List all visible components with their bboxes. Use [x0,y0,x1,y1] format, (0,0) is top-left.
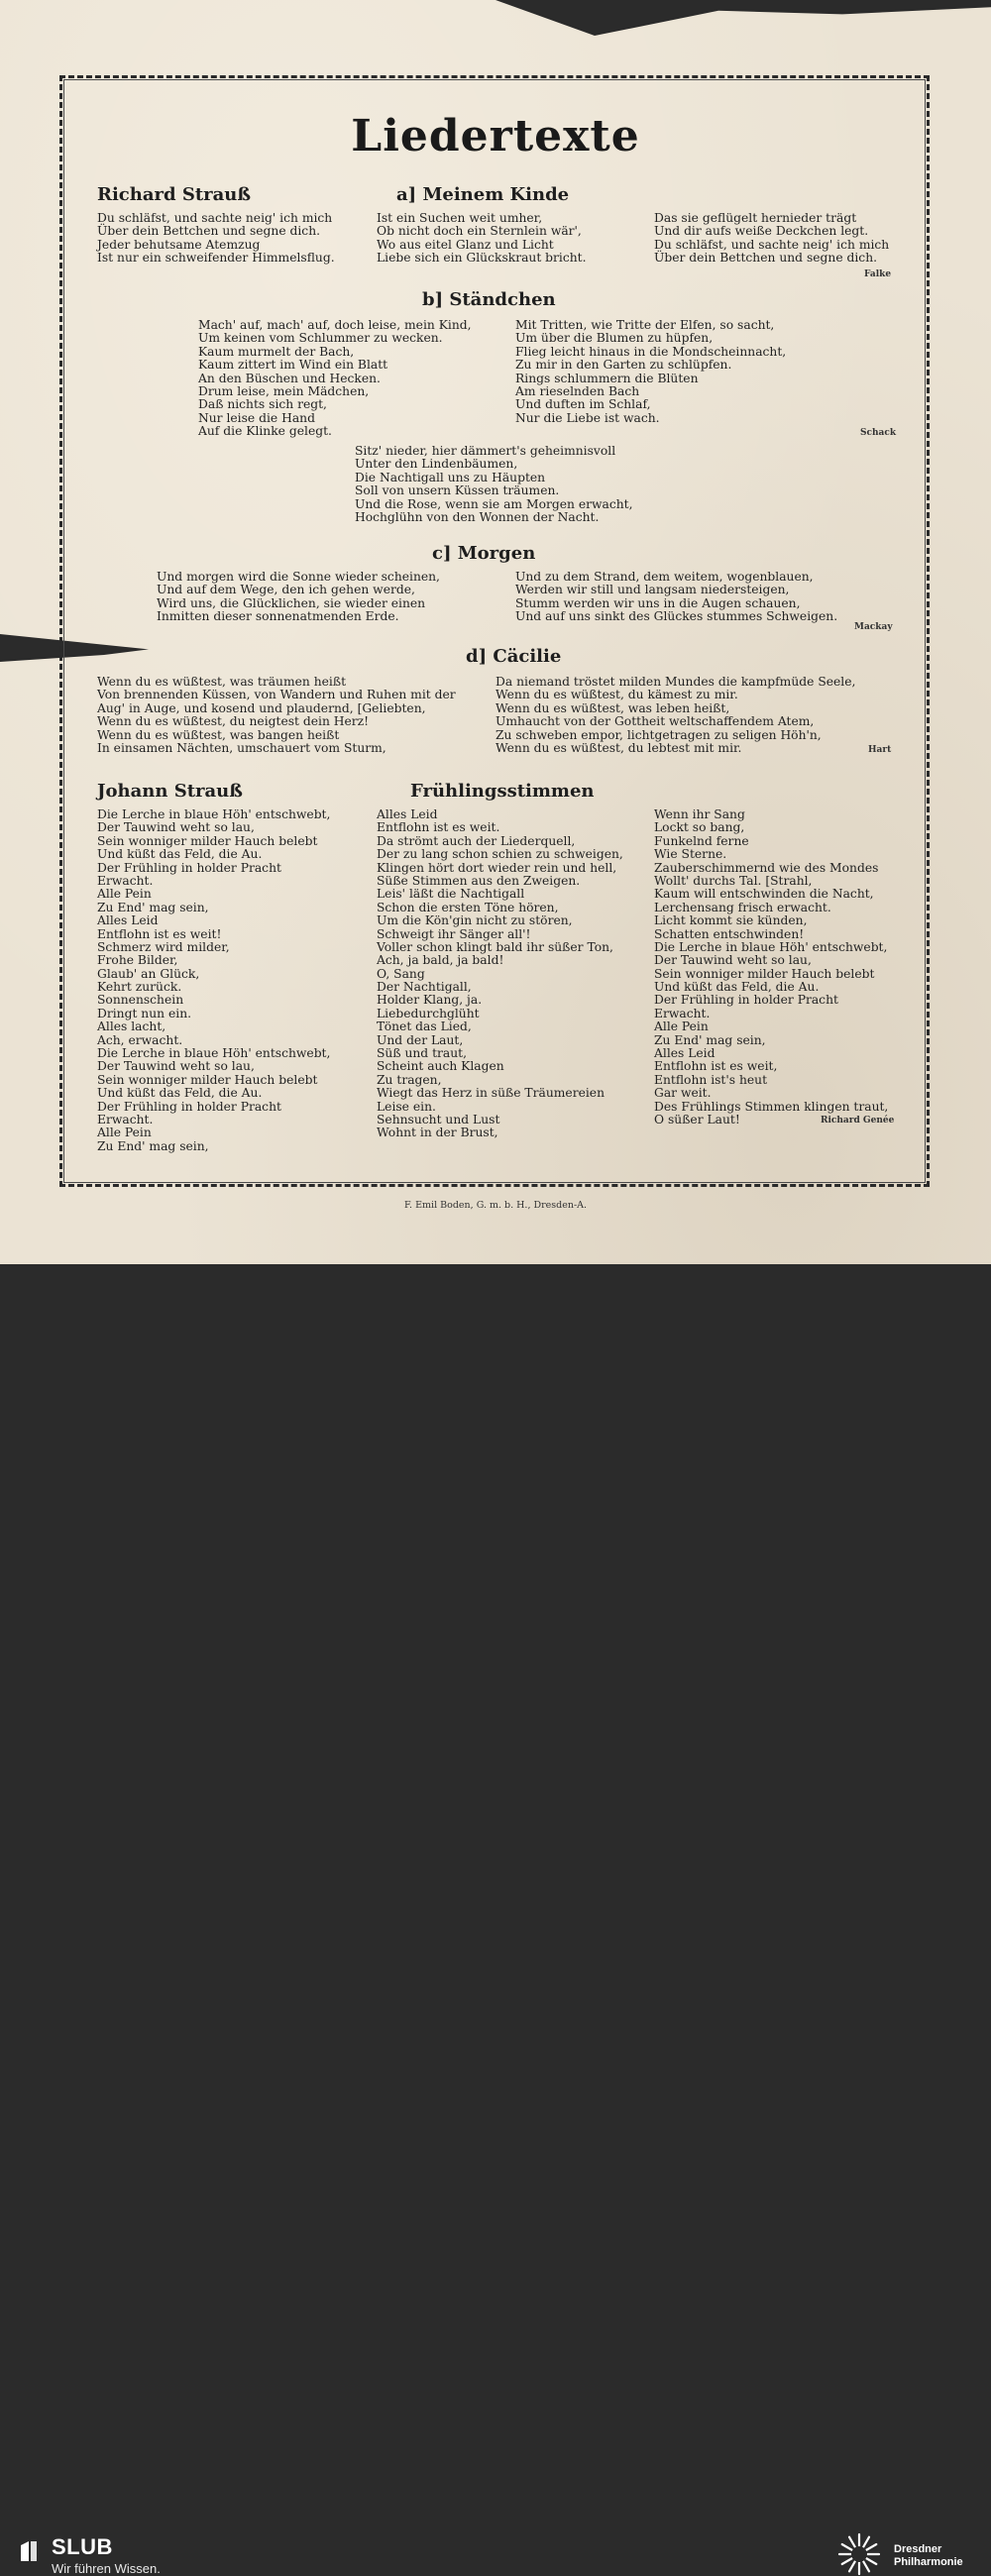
verse-block [377,212,587,266]
verse-line: Um keinen vom Schlummer zu wecken. [198,331,443,346]
verse-line: Und zu dem Strand, dem weitem, wogenblauen, [515,570,814,584]
verse-line: Zu schweben empor, lichtgetragen zu seligen Höh'n, [496,727,822,742]
verse-line: Liebe sich ein Glückskraut bricht. [377,251,587,266]
verse-line: Da niemand tröstet milden Mundes die kampfmüde Seele, [496,675,856,689]
slub-logo-icon [20,2539,38,2563]
page-title: Liedertexte [351,111,640,161]
viewer-footer [0,1264,991,2576]
verse-line: Zauberschimmernd wie des Mondes [654,860,879,875]
verse-line: Am rieselnden Bach [515,383,640,398]
slub-name[interactable]: SLUB [52,2534,113,2559]
verse-line: Umhaucht von der Gottheit weltschaffendem Atem, [496,714,815,729]
verse-block [496,676,855,755]
verse-line: Der zu lang schon schien zu schweigen, [377,847,623,862]
verse-line: Wiegt das Herz in süße Träumereien [377,1086,605,1101]
verse-line: Um über die Blumen zu hüpfen, [515,331,714,346]
verse-line: Frohe Bilder, [97,953,178,968]
verse-line: Und küßt das Feld, die Au. [97,847,263,862]
verse-line: Entflohn ist es weit! [97,926,222,941]
verse-line: Und die Rose, wenn sie am Morgen erwacht, [355,496,633,511]
verse-line: Das sie geflügelt hernieder trägt [654,211,857,225]
verse-line: Soll von unsern Küssen träumen. [355,483,560,498]
verse-line: Schon die ersten Töne hören, [377,900,559,914]
verse-line: Wenn ihr Sang [654,807,745,821]
verse-block [515,319,786,425]
verse-line: Sein wonniger milder Hauch belebt [654,966,875,981]
song-heading-staendchen: b] Ständchen [422,289,556,310]
verse-line: Schmerz wird milder, [97,939,230,954]
verse-line: Dringt nun ein. [97,1006,192,1020]
verse-line: In einsamen Nächten, umschauert vom Sturm, [97,740,386,755]
verse-line: Unter den Lindenbäumen, [355,457,518,472]
verse-line: Sonnenschein [97,993,184,1008]
verse-line: Der Tauwind weht so lau, [97,820,255,835]
verse-line: Alle Pein [654,1020,709,1034]
verse-line: Über dein Bettchen und segne dich. [97,224,321,239]
verse-line: Nur die Liebe ist wach. [515,410,660,425]
verse-line: Und küßt das Feld, die Au. [97,1086,263,1101]
verse-line: Entflohn ist es weit, [654,1059,778,1074]
verse-line: Leis' läßt die Nachtigall [377,887,525,902]
verse-line: Lockt so bang, [654,820,745,835]
document-page [0,0,991,1264]
verse-line: Und auf dem Wege, den ich gehen werde, [157,583,415,597]
verse-line: Voller schon klingt bald ihr süßer Ton, [377,939,613,954]
verse-line: Erwacht. [97,1112,154,1127]
verse-line: Nur leise die Hand [198,410,315,425]
verse-line: Die Lerche in blaue Höh' entschwebt, [97,1046,331,1061]
verse-line: Kaum murmelt der Bach, [198,344,355,359]
verse-block [377,808,623,1140]
verse-line: Stumm werden wir uns in die Augen schauen, [515,595,801,610]
verse-line: Kaum zittert im Wind ein Blatt [198,358,388,373]
verse-line: Mach' auf, mach' auf, doch leise, mein Kind, [198,318,472,332]
author-attribution: Mackay [854,622,893,632]
philharmonie-name-line2[interactable]: Philharmonie [894,2556,963,2568]
verse-line: Leise ein. [377,1099,436,1114]
verse-line: Wenn du es wüßtest, du kämest zu mir. [496,688,738,702]
verse-block [97,676,456,755]
verse-line: Über dein Bettchen und segne dich. [654,251,878,266]
verse-line: Wenn du es wüßtest, du neigtest dein Herz! [97,714,370,729]
verse-line: Und duften im Schlaf, [515,397,651,412]
verse-line: Holder Klang, ja. [377,993,483,1008]
verse-line: Ist nur ein schweifender Himmelsflug. [97,251,335,266]
verse-line: Tönet das Lied, [377,1020,472,1034]
verse-line: Inmitten dieser sonnenatmenden Erde. [157,609,399,624]
slub-tagline: Wir führen Wissen. [52,2561,161,2576]
verse-line: Aug' in Auge, und kosend und plaudernd, [Geliebten, [97,700,426,715]
verse-line: Alles Leid [97,913,159,928]
verse-line: Flieg leicht hinaus in die Mondscheinnacht, [515,344,787,359]
verse-line: Wohnt in der Brust, [377,1126,498,1140]
verse-line: Daß nichts sich regt, [198,397,327,412]
verse-block-center [355,445,633,524]
verse-line: Alle Pein [97,887,152,902]
verse-line: Erwacht. [97,873,154,888]
verse-line: Licht kommt sie künden, [654,913,808,928]
song-heading-meinem-kinde: a] Meinem Kinde [396,184,570,205]
verse-line: Gar weit. [654,1086,712,1101]
verse-line: Alle Pein [97,1126,152,1140]
verse-line: Sein wonniger milder Hauch belebt [97,833,318,848]
verse-line: Von brennenden Küssen, von Wandern und Ruhen mit der [97,688,456,702]
verse-line: Funkelnd ferne [654,833,749,848]
verse-line: Schweigt ihr Sänger all'! [377,926,531,941]
verse-line: Ach, erwacht. [97,1032,183,1047]
verse-line: Hochglühn von den Wonnen der Nacht. [355,509,600,524]
song-heading-morgen: c] Morgen [432,543,536,564]
verse-line: Und küßt das Feld, die Au. [654,980,820,995]
verse-line: Der Frühling in holder Pracht [97,860,281,875]
verse-line: Die Lerche in blaue Höh' entschwebt, [654,939,888,954]
song-heading-caecilie: d] Cäcilie [466,646,562,667]
author-attribution: Schack [860,428,897,438]
author-attribution: Hart [868,745,892,755]
verse-block [157,571,440,624]
verse-line: Des Frühlings Stimmen klingen traut, [654,1099,889,1114]
verse-line: Zu tragen, [377,1072,442,1087]
author-attribution: Falke [864,269,892,279]
verse-line: Ob nicht doch ein Sternlein wär', [377,224,582,239]
verse-line: Der Frühling in holder Pracht [97,1099,281,1114]
composer-heading: Richard Strauß [97,184,252,205]
verse-line: Der Tauwind weht so lau, [97,1059,255,1074]
verse-line: Der Frühling in holder Pracht [654,993,838,1008]
philharmonie-name-line1[interactable]: Dresdner [894,2543,942,2555]
verse-line: Erwacht. [654,1006,711,1020]
torn-edge-top [496,0,991,36]
verse-line: Wenn du es wüßtest, was leben heißt, [496,700,730,715]
verse-line: Scheint auch Klagen [377,1059,504,1074]
verse-line: Du schläfst, und sachte neig' ich mich [97,211,333,225]
verse-line: Der Tauwind weht so lau, [654,953,812,968]
verse-line: Die Nachtigall uns zu Häupten [355,470,546,484]
verse-line: Sitz' nieder, hier dämmert's geheimnisvoll [355,444,616,458]
verse-line: Sehnsucht und Lust [377,1112,500,1127]
verse-line: Kehrt zurück. [97,980,182,995]
verse-line: O, Sang [377,966,425,981]
author-attribution: Richard Genée [821,1116,895,1126]
verse-line: Und morgen wird die Sonne wieder scheinen, [157,570,440,584]
philharmonie-sunburst-icon [834,2532,884,2576]
verse-block [97,808,330,1153]
verse-line: Glaub' an Glück, [97,966,200,981]
verse-block [198,319,472,439]
verse-line: Wollt' durchs Tal. [Strahl, [654,873,813,888]
verse-line: Wenn du es wüßtest, was träumen heißt [97,675,347,689]
verse-block [515,571,837,624]
verse-line: Rings schlummern die Blüten [515,371,699,385]
verse-line: Zu End' mag sein, [97,900,209,914]
verse-line: Zu End' mag sein, [97,1138,209,1153]
verse-line: Und dir aufs weiße Deckchen legt. [654,224,869,239]
verse-block [654,212,889,266]
song-heading-fruehlingsstimmen: Frühlingsstimmen [410,781,595,802]
verse-line: Die Lerche in blaue Höh' entschwebt, [97,807,331,821]
verse-line: Entflohn ist es weit. [377,820,500,835]
verse-line: Wo aus eitel Glanz und Licht [377,237,554,252]
verse-line: Und auf uns sinkt des Glückes stummes Schweigen. [515,609,838,624]
verse-line: Zu End' mag sein, [654,1032,766,1047]
verse-line: Du schläfst, und sachte neig' ich mich [654,237,890,252]
verse-block [654,808,888,1127]
verse-line: Wenn du es wüßtest, was bangen heißt [97,727,340,742]
verse-line: Alles lacht, [97,1020,166,1034]
verse-line: Lerchensang frisch erwacht. [654,900,831,914]
verse-line: Sein wonniger milder Hauch belebt [97,1072,318,1087]
verse-line: Werden wir still und langsam niedersteigen, [515,583,790,597]
verse-line: Entflohn ist's heut [654,1072,768,1087]
verse-line: Alles Leid [654,1046,716,1061]
verse-line: Ach, ja bald, ja bald! [377,953,504,968]
verse-line: Zu mir in den Garten zu schlüpfen. [515,358,732,373]
verse-line: Liebedurchglüht [377,1006,480,1020]
verse-line: Süße Stimmen aus den Zweigen. [377,873,581,888]
verse-block [97,212,335,266]
verse-line: O süßer Laut! [654,1112,740,1127]
verse-line: Süß und traut, [377,1046,468,1061]
verse-line: An den Büschen und Hecken. [198,371,381,385]
composer-heading: Johann Strauß [97,781,243,802]
verse-line: Und der Laut, [377,1032,464,1047]
printer-imprint: F. Emil Boden, G. m. b. H., Dresden-A. [403,1200,588,1211]
verse-line: Ist ein Suchen weit umher, [377,211,543,225]
verse-line: Wie Sterne. [654,847,727,862]
verse-line: Der Nachtigall, [377,980,472,995]
verse-line: Alles Leid [377,807,438,821]
verse-line: Auf die Klinke gelegt. [198,424,332,439]
verse-line: Wenn du es wüßtest, du lebtest mit mir. [496,740,742,755]
verse-line: Mit Tritten, wie Tritte der Elfen, so sacht, [515,318,775,332]
verse-line: Schatten entschwinden! [654,926,805,941]
verse-line: Wird uns, die Glücklichen, sie wieder einen [157,595,426,610]
verse-line: Da strömt auch der Liederquell, [377,833,576,848]
verse-line: Klingen hört dort wieder rein und hell, [377,860,617,875]
verse-line: Kaum will entschwinden die Nacht, [654,887,874,902]
verse-line: Um die Kön'gin nicht zu stören, [377,913,573,928]
verse-line: Jeder behutsame Atemzug [97,237,261,252]
verse-line: Drum leise, mein Mädchen, [198,383,370,398]
